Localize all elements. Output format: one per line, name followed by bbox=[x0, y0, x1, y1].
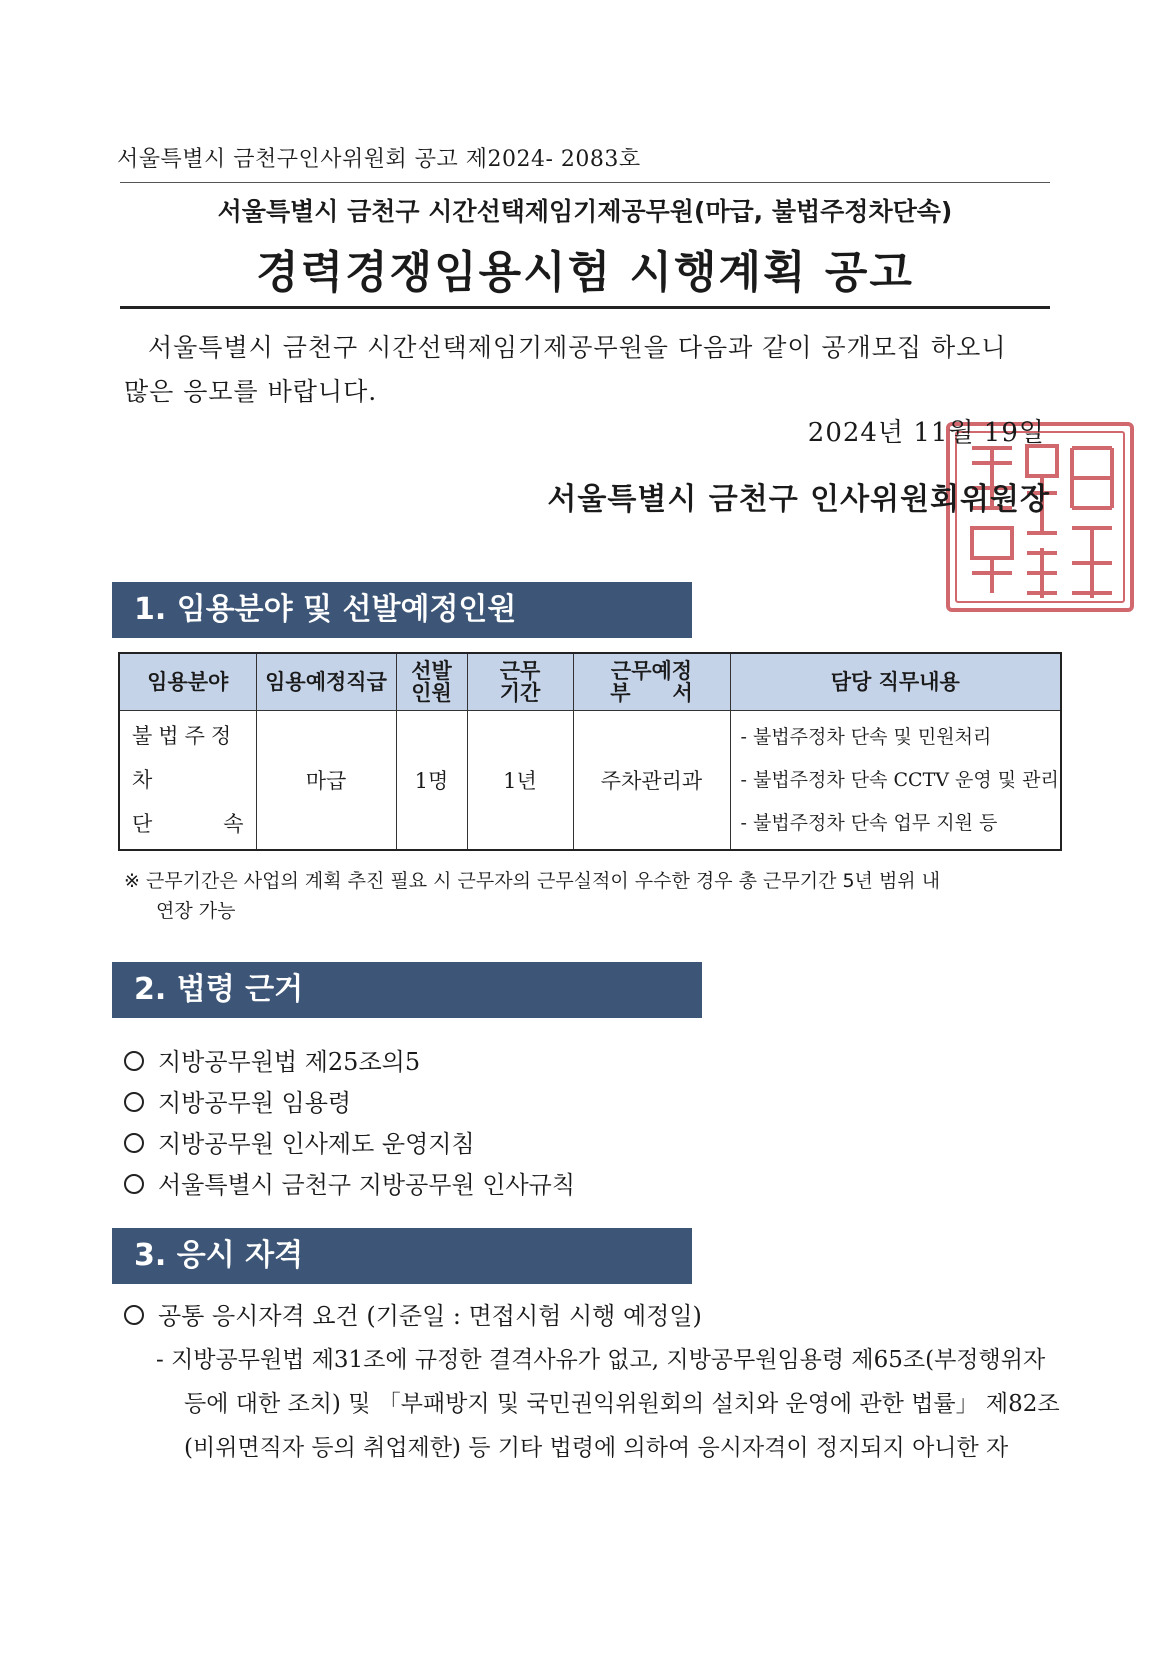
cell-grade: 마급 bbox=[256, 711, 396, 851]
cell-field-line1: 불법주정차 bbox=[132, 724, 238, 792]
col-header-period-line1: 근무 bbox=[499, 659, 541, 683]
list-item bbox=[124, 1124, 575, 1165]
list-item-text: 서울특별시 금천구 지방공무원 인사규칙 bbox=[158, 1171, 576, 1199]
table-footnote bbox=[124, 866, 1070, 926]
col-header-period-line2: 기간 bbox=[499, 681, 541, 705]
cell-duties bbox=[730, 711, 1061, 851]
legal-basis-list bbox=[124, 1042, 575, 1206]
table-row bbox=[119, 711, 1061, 851]
cell-count: 1명 bbox=[396, 711, 467, 851]
document-subtitle: 서울특별시 금천구 시간선택제임기제공무원(마급, 불법주정차단속) bbox=[217, 197, 953, 226]
document-title: 경력경쟁임용시험 시행계획 공고 bbox=[256, 247, 914, 298]
section-2-heading: 2. 법령 근거 bbox=[112, 962, 702, 1018]
section-3-heading: 3. 응시 자격 bbox=[112, 1228, 692, 1284]
col-header-dept-line2: 부 서 bbox=[610, 681, 693, 705]
col-header-dept-line1: 근무예정 bbox=[610, 659, 693, 683]
col-header-grade: 임용예정직급 bbox=[256, 653, 396, 711]
circle-bullet-icon bbox=[124, 1092, 144, 1112]
list-item bbox=[124, 1165, 575, 1206]
duty-item: - 불법주정차 단속 CCTV 운영 및 관리 bbox=[740, 768, 1059, 791]
common-qualification-heading bbox=[124, 1294, 1064, 1338]
footnote-line-1: ※ 근무기간은 사업의 계획 추진 필요 시 근무자의 근무실적이 우수한 경우 총 근무기간 5년 범위 내 bbox=[124, 870, 941, 892]
list-item-text: 지방공무원 인사제도 운영지침 bbox=[158, 1130, 475, 1158]
intro-line-1: 서울특별시 금천구 시간선택제임기제공무원을 다음과 같이 공개모집 하오니 bbox=[148, 333, 1007, 362]
announcement-date: 2024년 11월 19일 bbox=[807, 418, 1045, 448]
common-qualification-text: 공통 응시자격 요건 (기준일 : 면접시험 시행 예정일) bbox=[158, 1302, 702, 1330]
list-item-text: 지방공무원법 제25조의5 bbox=[158, 1048, 421, 1076]
title-divider bbox=[120, 306, 1050, 309]
qualification-line-1: - 지방공무원법 제31조에 규정한 결격사유가 없고, 지방공무원임용령 제65조(부정행위자 bbox=[156, 1347, 1046, 1373]
table-header-row bbox=[119, 653, 1061, 711]
recruitment-table bbox=[118, 652, 1062, 851]
cell-field-line2 bbox=[132, 802, 244, 846]
cell-field-line2-b: 속 bbox=[223, 812, 244, 836]
circle-bullet-icon bbox=[124, 1305, 144, 1325]
intro-line-2: 많은 응모를 바랍니다. bbox=[124, 377, 378, 406]
qualification-detail bbox=[124, 1338, 1064, 1470]
footnote-line-2: 연장 가능 bbox=[156, 900, 236, 922]
col-header-count-line1: 선발 bbox=[411, 659, 452, 683]
col-header-count-line2: 인원 bbox=[411, 681, 452, 705]
circle-bullet-icon bbox=[124, 1051, 144, 1071]
circle-bullet-icon bbox=[124, 1133, 144, 1153]
cell-period: 1년 bbox=[467, 711, 573, 851]
section-1-heading: 1. 임용분야 및 선발예정인원 bbox=[112, 582, 692, 638]
col-header-period bbox=[467, 653, 573, 711]
list-item bbox=[124, 1042, 575, 1083]
list-item-text: 지방공무원 임용령 bbox=[158, 1089, 352, 1117]
col-header-count bbox=[396, 653, 467, 711]
duty-item: - 불법주정차 단속 업무 지원 등 bbox=[740, 811, 998, 834]
qualification-line-2: 등에 대한 조치) 및 「부패방지 및 국민권익위원회의 설치와 운영에 관한 법률」 제82조 bbox=[184, 1391, 1060, 1417]
circle-bullet-icon bbox=[124, 1174, 144, 1194]
cell-field-line2-a: 단 bbox=[132, 812, 153, 836]
cell-dept: 주차관리과 bbox=[573, 711, 730, 851]
qualification-block bbox=[124, 1294, 1064, 1470]
col-header-dept bbox=[573, 653, 730, 711]
notice-number: 서울특별시 금천구인사위원회 공고 제2024- 2083호 bbox=[117, 147, 641, 172]
col-header-field: 임용분야 bbox=[119, 653, 256, 711]
qualification-line-3: (비위면직자 등의 취업제한) 등 기타 법령에 의하여 응시자격이 정지되지 아니한 자 bbox=[184, 1435, 1009, 1461]
top-divider bbox=[120, 182, 1050, 183]
intro-paragraph bbox=[124, 326, 1064, 414]
cell-field bbox=[119, 711, 256, 851]
col-header-duties: 담당 직무내용 bbox=[730, 653, 1061, 711]
signatory: 서울특별시 금천구 인사위원회위원장 bbox=[547, 482, 1050, 517]
list-item bbox=[124, 1083, 575, 1124]
duty-item: - 불법주정차 단속 및 민원처리 bbox=[740, 725, 992, 748]
